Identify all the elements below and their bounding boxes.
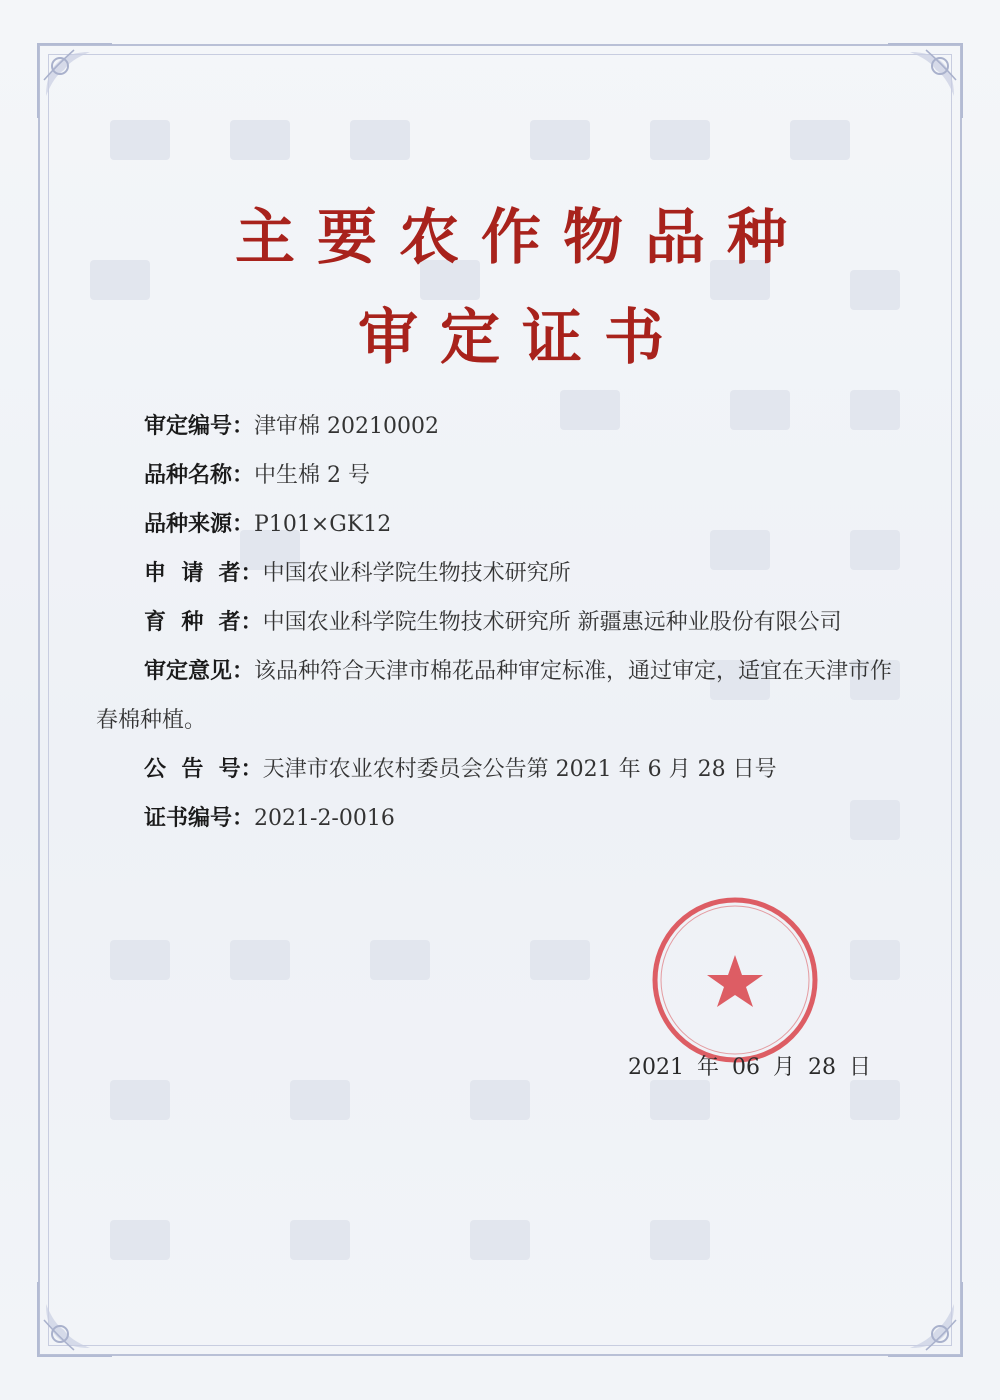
field-label: 申 请 者： — [144, 561, 263, 586]
certificate-fields — [96, 402, 896, 843]
field-value: 该品种符合天津市棉花品种审定标准，通过审定，适宜在天津市作春棉种植。 — [96, 659, 893, 733]
field-value: 中国农业科学院生物技术研究所 新疆惠远种业股份有限公司 — [262, 610, 842, 635]
field-label: 品种来源： — [144, 512, 255, 537]
field-applicant — [96, 549, 896, 598]
field-value: 中生棉 2 号 — [254, 463, 370, 488]
issue-date: 2021 年 06 月 28 日 — [628, 1055, 871, 1080]
certificate-title-line2: 审定证书 — [358, 303, 686, 373]
field-variety-origin — [96, 500, 896, 549]
field-label: 审定意见： — [144, 659, 255, 684]
field-breeder — [96, 598, 896, 647]
field-announcement — [96, 745, 896, 794]
official-seal-icon — [650, 895, 820, 1065]
field-value: 天津市农业农村委员会公告第 2021 年 6 月 28 日号 — [262, 757, 777, 782]
field-label: 公 告 号： — [144, 757, 263, 782]
field-value: P101×GK12 — [254, 512, 392, 537]
field-value: 2021-2-0016 — [254, 806, 395, 831]
field-label: 审定编号： — [144, 414, 255, 439]
field-opinion — [96, 647, 896, 745]
field-variety-name — [96, 451, 896, 500]
field-value: 中国农业科学院生物技术研究所 — [262, 561, 571, 586]
field-value: 津审棉 20210002 — [254, 414, 439, 439]
field-approval-no — [96, 402, 896, 451]
field-label: 品种名称： — [144, 463, 255, 488]
field-certificate-no — [96, 794, 896, 843]
field-label: 育 种 者： — [144, 610, 263, 635]
field-label: 证书编号： — [144, 806, 255, 831]
certificate-title-line1: 主要农作物品种 — [235, 203, 809, 273]
